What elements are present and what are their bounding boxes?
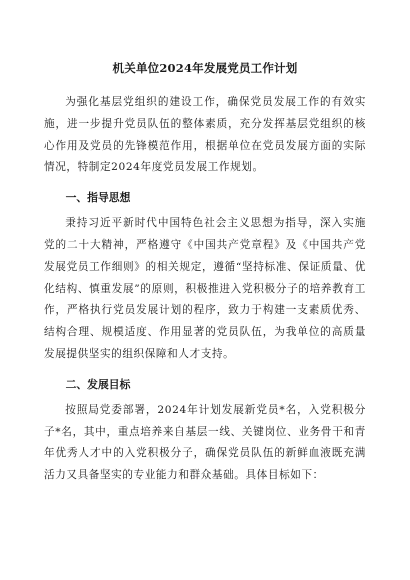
section-paragraph-development-goals: 按照局党委部署，2024年计划发展新党员*名，入党积极分子*名，其中，重点培养来自基层一线、关键岗位、业务骨干和青年优秀人才中的入党积极分子，确保党员队伍的新鲜血液既充满活力又具备坚实的专业能力和群众基础。具体目标如下： <box>44 403 366 482</box>
section-heading-guiding-ideology: 一、指导思想 <box>65 191 131 205</box>
intro-paragraph: 为强化基层党组织的建设工作，确保党员发展工作的有效实施，进一步提升党员队伍的整体素质，充分发挥基层党组织的核心作用及党员的先锋模范作用，根据单位在党员发展方面的实际情况，特制定2024年度党员发展工作规划。 <box>44 96 366 174</box>
document-title: 机关单位2024年发展党员工作计划 <box>112 61 298 75</box>
section-heading-development-goals: 二、发展目标 <box>65 377 131 391</box>
section-paragraph-guiding-ideology: 秉持习近平新时代中国特色社会主义思想为指导，深入实施党的二十大精神，严格遵守《中国共产党章程》及《中国共产党发展党员工作细则》的相关规定，遵循“坚持标准、保证质量、优化结构、慎重发展”的原则，积极推进入党积极分子的培养教育工作，严格执行党员发展计划的程序，致力于构建一支素质优秀、结构合理、规模适度、作用显著的党员队伍，为我单位的高质量发展提供坚实的组织保障和人才支持。 <box>44 217 366 360</box>
